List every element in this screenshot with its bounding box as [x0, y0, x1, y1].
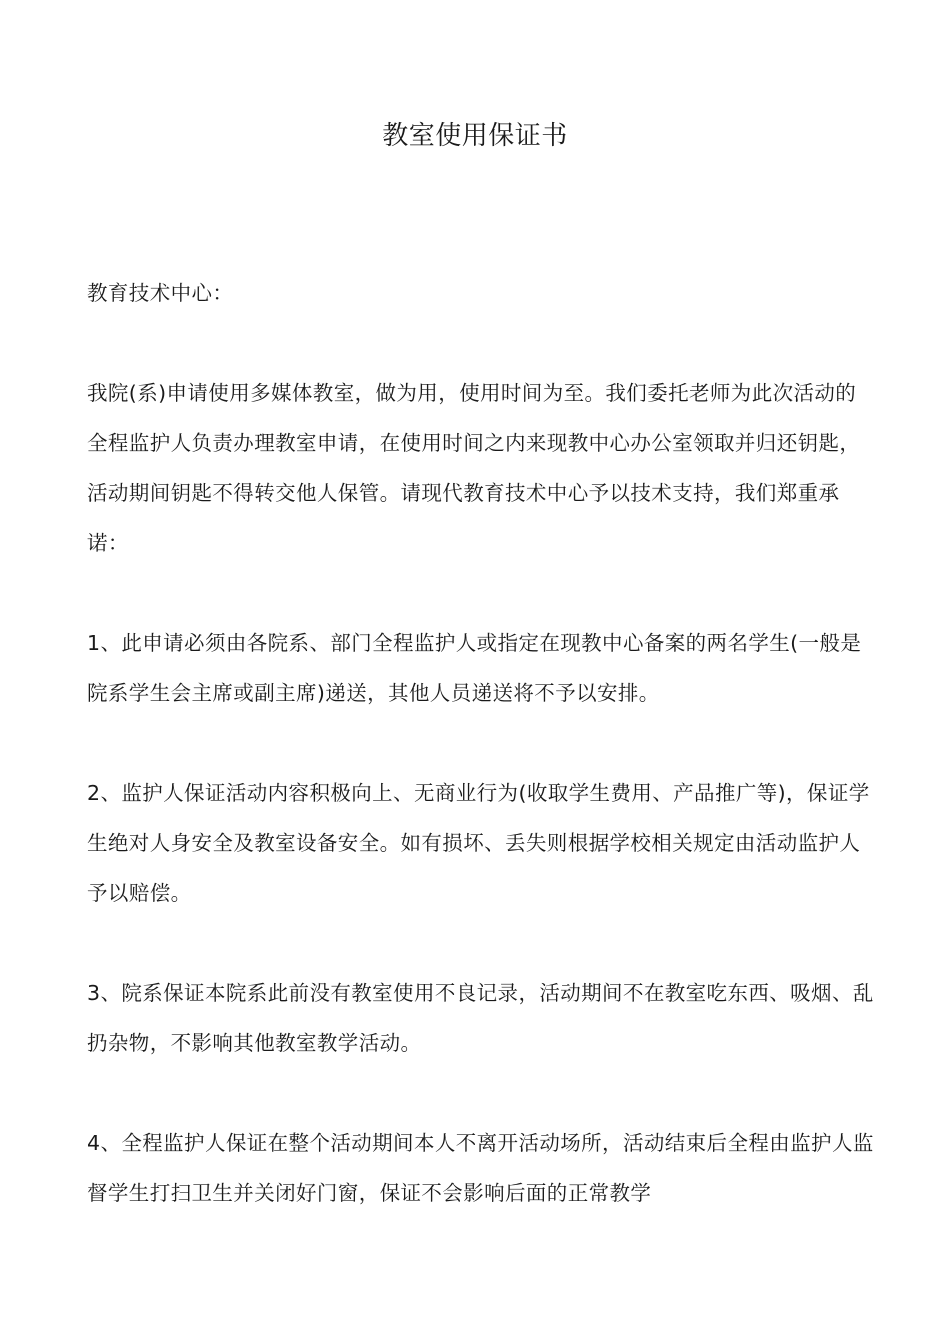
commitment-item-3: 3、院系保证本院系此前没有教室使用不良记录，活动期间不在教室吃东西、吸烟、乱扔杂物，不影响其他教室教学活动。 [87, 981, 874, 1055]
commitment-item-2: 2、监护人保证活动内容积极向上、无商业行为(收取学生费用、产品推广等)，保证学生绝对人身安全及教室设备安全。如有损坏、丢失则根据学校相关规定由活动监护人予以赔偿。 [87, 781, 870, 905]
document-title: 教室使用保证书 [382, 121, 568, 151]
salutation: 教育技术中心： [87, 281, 234, 305]
document-body [87, 268, 877, 1218]
intro-paragraph: 我院(系)申请使用多媒体教室，做为用，使用时间为至。我们委托老师为此次活动的全程监护人负责办理教室申请，在使用时间之内来现教中心办公室领取并归还钥匙，活动期间钥匙不得转交他人保管。请现代教育技术中心予以技术支持，我们郑重承诺： [87, 381, 861, 555]
commitment-item-1: 1、此申请必须由各院系、部门全程监护人或指定在现教中心备案的两名学生(一般是院系学生会主席或副主席)递送，其他人员递送将不予以安排。 [87, 631, 862, 705]
commitment-item-4: 4、全程监护人保证在整个活动期间本人不离开活动场所，活动结束后全程由监护人监督学生打扫卫生并关闭好门窗，保证不会影响后面的正常教学 [87, 1131, 874, 1205]
